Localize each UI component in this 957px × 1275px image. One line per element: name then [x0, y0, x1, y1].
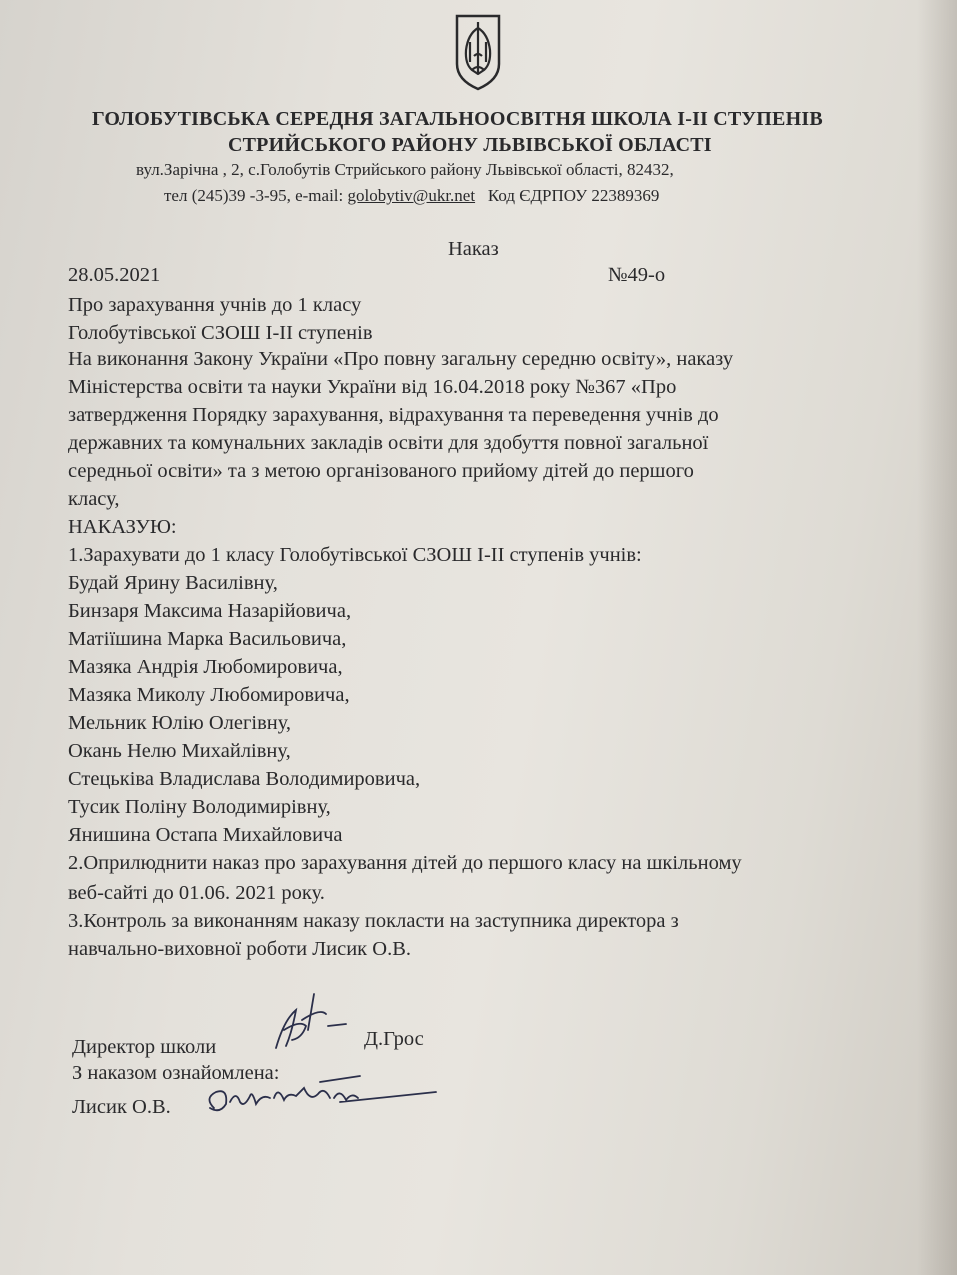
student-list-item: Окань Нелю Михайлівну, [68, 740, 291, 762]
student-list-item: Мельник Юлію Олегівну, [68, 712, 292, 734]
order-number: №49-о [608, 264, 666, 286]
school-phone: тел (245)39 -3-95, e-mail: [164, 186, 348, 205]
student-list-item: Стецьківа Владислава Володимировича, [68, 768, 421, 790]
order-item-3-line1: 3.Контроль за виконанням наказу покласти на заступника директора з [68, 910, 679, 932]
school-name-line2: СТРИЙСЬКОГО РАЙОНУ ЛЬВІВСЬКОЇ ОБЛАСТІ [228, 134, 712, 156]
order-date: 28.05.2021 [68, 264, 161, 286]
order-title: Наказ [448, 238, 499, 260]
student-list-item: Будай Ярину Василівну, [68, 572, 278, 594]
student-list-item: Мазяка Андрія Любомировича, [68, 656, 343, 678]
order-item-2-line2: веб-сайті до 01.06. 2021 року. [68, 882, 325, 904]
coat-of-arms-icon [452, 12, 504, 92]
order-subject-line2: Голобутівської СЗОШ І-ІІ ступенів [68, 322, 373, 344]
student-list-item: Янишина Остапа Михайловича [68, 824, 343, 846]
decree-word: НАКАЗУЮ: [68, 516, 177, 538]
student-list-item: Матіїшина Марка Васильовича, [68, 628, 347, 650]
order-item-3-line2: навчально-виховної роботи Лисик О.В. [68, 938, 411, 960]
school-name-line1: ГОЛОБУТІВСЬКА СЕРЕДНЯ ЗАГАЛЬНООСВІТНЯ ШКОЛА І-ІІ СТУПЕНІВ [92, 108, 823, 130]
preamble-line: затвердження Порядку зарахування, відрахування та переведення учнів до [68, 404, 719, 426]
student-list-item: Мазяка Миколу Любомировича, [68, 684, 350, 706]
student-list-item: Тусик Поліну Володимирівну, [68, 796, 331, 818]
school-contacts [164, 186, 659, 206]
deputy-name: Лисик О.В. [72, 1096, 171, 1118]
preamble-line: класу, [68, 488, 120, 510]
preamble-line: На виконання Закону України «Про повну загальну середню освіту», наказу [68, 348, 734, 370]
deputy-signature-icon [200, 1068, 450, 1128]
order-item-1: 1.Зарахувати до 1 класу Голобутівської СЗОШ І-ІІ ступенів учнів: [68, 544, 642, 566]
director-label: Директор школи [72, 1036, 217, 1058]
preamble-line: середньої освіти» та з метою організованого прийому дітей до першого [68, 460, 694, 482]
school-email: golobytiv@ukr.net [347, 186, 476, 205]
director-signature-icon [262, 990, 352, 1060]
preamble-line: державних та комунальних закладів освіти для здобуття повної загальної [68, 432, 709, 454]
preamble-line: Міністерства освіти та науки України від 16.04.2018 року №367 «Про [68, 376, 677, 398]
student-list-item: Бинзаря Максима Назарійовича, [68, 600, 352, 622]
director-name: Д.Грос [364, 1028, 424, 1050]
school-address: вул.Зарічна , 2, с.Голобутів Стрийського району Львівської області, 82432, [136, 160, 674, 179]
page-shadow [917, 0, 957, 1275]
acknowledged-label: З наказом ознайомлена: [72, 1062, 280, 1084]
order-item-2-line1: 2.Оприлюднити наказ про зарахування дітей до першого класу на шкільному [68, 852, 742, 874]
order-subject-line1: Про зарахування учнів до 1 класу [68, 294, 362, 316]
school-edrpou [475, 186, 659, 205]
edrpou-text: Код ЄДРПОУ 22389369 [487, 186, 660, 205]
